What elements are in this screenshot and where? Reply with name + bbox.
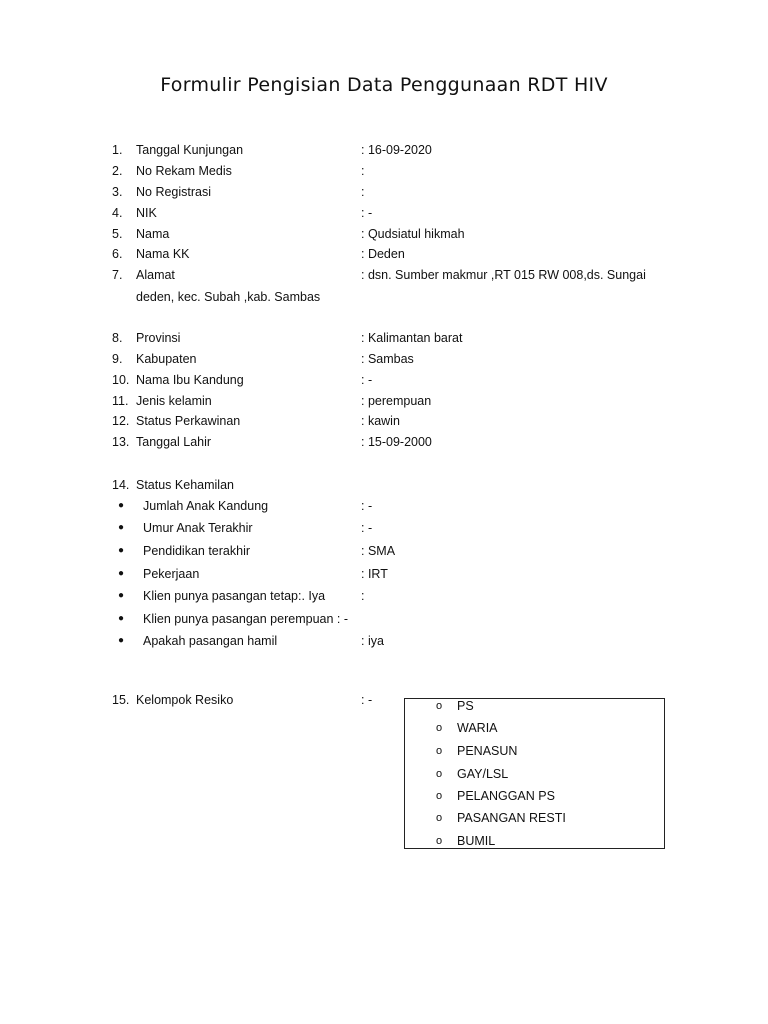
- circle-bullet-icon: o: [436, 745, 443, 757]
- circle-bullet-icon: o: [436, 768, 443, 780]
- circle-bullet-icon: o: [436, 722, 443, 734]
- field-value: : perempuan: [361, 394, 432, 408]
- risk-option-ps: [405, 696, 664, 716]
- risk-option-pasangan-resti: [405, 808, 664, 828]
- pregnancy-item-label: Pekerjaan: [143, 567, 200, 581]
- pregnancy-item-label: Jumlah Anak Kandung: [143, 499, 269, 513]
- field-nama: [0, 224, 768, 244]
- field-label: Nama KK: [136, 247, 190, 261]
- field-value: : 15-09-2000: [361, 435, 432, 449]
- field-nama-ibu-kandung: [0, 370, 768, 390]
- field-number: 15.: [112, 693, 130, 707]
- field-label: NIK: [136, 206, 157, 220]
- field-number: 5.: [112, 227, 123, 241]
- field-number: 2.: [112, 164, 123, 178]
- field-label: Jenis kelamin: [136, 394, 212, 408]
- field-label: Alamat: [136, 268, 175, 282]
- field-number: 8.: [112, 331, 123, 345]
- risk-option-label: PASANGAN RESTI: [457, 811, 566, 825]
- risk-option-label: PELANGGAN PS: [457, 789, 555, 803]
- pregnancy-item-label: Pendidikan terakhir: [143, 544, 251, 558]
- risk-option-gay-lsl: [405, 764, 664, 784]
- pregnancy-item-umur-anak: [0, 518, 768, 538]
- field-number: 12.: [112, 414, 130, 428]
- field-nama-kk: [0, 244, 768, 264]
- pregnancy-item-pasangan-perempuan: [0, 609, 768, 629]
- pregnancy-item-label: Klien punya pasangan tetap:. Iya: [143, 589, 326, 603]
- circle-bullet-icon: o: [436, 835, 443, 847]
- field-tanggal-kunjungan: [0, 140, 768, 160]
- field-tanggal-lahir: [0, 432, 768, 452]
- pregnancy-item-value: : iya: [361, 634, 384, 648]
- pregnancy-item-pendidikan: [0, 541, 768, 561]
- field-provinsi: [0, 328, 768, 348]
- risk-option-label: BUMIL: [457, 834, 496, 848]
- field-label: Status Kehamilan: [136, 478, 234, 492]
- field-value: : Qudsiatul hikmah: [361, 227, 465, 241]
- field-label: Tanggal Lahir: [136, 435, 212, 449]
- field-label: No Rekam Medis: [136, 164, 232, 178]
- field-label: Tanggal Kunjungan: [136, 143, 244, 157]
- field-status-perkawinan: [0, 411, 768, 431]
- field-value: :: [361, 185, 365, 199]
- pregnancy-item-jumlah-anak: [0, 496, 768, 516]
- field-value: : -: [361, 206, 373, 220]
- field-number: 13.: [112, 435, 130, 449]
- circle-bullet-icon: o: [436, 812, 443, 824]
- field-value: : -: [361, 693, 373, 707]
- bullet-icon: ●: [118, 613, 125, 624]
- field-number: 3.: [112, 185, 123, 199]
- pregnancy-item-label: Apakah pasangan hamil: [143, 634, 278, 648]
- field-label: Provinsi: [136, 331, 181, 345]
- bullet-icon: ●: [118, 568, 125, 579]
- field-label: Kabupaten: [136, 352, 197, 366]
- field-number: 4.: [112, 206, 123, 220]
- field-number: 6.: [112, 247, 123, 261]
- bullet-icon: ●: [118, 500, 125, 511]
- risk-option-penasun: [405, 741, 664, 761]
- pregnancy-item-label: Umur Anak Terakhir: [143, 521, 253, 535]
- risk-option-pelanggan-ps: [405, 786, 664, 806]
- risk-option-label: PENASUN: [457, 744, 518, 758]
- field-label: Status Perkawinan: [136, 414, 241, 428]
- pregnancy-item-value: :: [361, 589, 365, 603]
- field-label: Kelompok Resiko: [136, 693, 234, 707]
- field-value: : -: [361, 373, 373, 387]
- pregnancy-item-label: Klien punya pasangan perempuan : -: [143, 612, 349, 626]
- field-number: 10.: [112, 373, 130, 387]
- bullet-icon: ●: [118, 635, 125, 646]
- field-value: : Sambas: [361, 352, 414, 366]
- field-no-registrasi: [0, 182, 768, 202]
- circle-bullet-icon: o: [436, 790, 443, 802]
- field-number: 11.: [112, 394, 129, 408]
- field-number: 9.: [112, 352, 123, 366]
- pregnancy-item-value: : -: [361, 521, 373, 535]
- field-label: Nama: [136, 227, 170, 241]
- pregnancy-item-value: : SMA: [361, 544, 396, 558]
- field-nik: [0, 203, 768, 223]
- field-value: : kawin: [361, 414, 400, 428]
- field-alamat-continuation: [0, 287, 768, 307]
- risk-option-bumil: [405, 831, 664, 851]
- field-no-rekam-medis: [0, 161, 768, 181]
- field-value: : Deden: [361, 247, 405, 261]
- field-kabupaten: [0, 349, 768, 369]
- pregnancy-item-value: : -: [361, 499, 373, 513]
- bullet-icon: ●: [118, 545, 125, 556]
- field-label: No Registrasi: [136, 185, 212, 199]
- page-title: Formulir Pengisian Data Penggunaan RDT HIV: [160, 74, 608, 96]
- field-value: :: [361, 164, 365, 178]
- pregnancy-item-pekerjaan: [0, 564, 768, 584]
- field-number: 1.: [112, 143, 123, 157]
- risk-option-label: WARIA: [457, 721, 498, 735]
- field-jenis-kelamin: [0, 391, 768, 411]
- risk-option-label: PS: [457, 699, 474, 713]
- field-number: 7.: [112, 268, 123, 282]
- field-value: : 16-09-2020: [361, 143, 432, 157]
- field-value: : Kalimantan barat: [361, 331, 463, 345]
- risk-options-box: [404, 698, 665, 849]
- pregnancy-item-pasangan-hamil: [0, 631, 768, 651]
- field-status-kehamilan: [0, 475, 768, 495]
- field-value-continuation: deden, kec. Subah ,kab. Sambas: [136, 290, 321, 304]
- pregnancy-item-value: : IRT: [361, 567, 388, 581]
- field-value: : dsn. Sumber makmur ,RT 015 RW 008,ds. Sungai: [361, 268, 646, 282]
- risk-option-waria: [405, 718, 664, 738]
- pregnancy-item-pasangan-tetap: [0, 586, 768, 606]
- bullet-icon: ●: [118, 522, 125, 533]
- field-number: 14.: [112, 478, 130, 492]
- field-label: Nama Ibu Kandung: [136, 373, 244, 387]
- circle-bullet-icon: o: [436, 700, 443, 712]
- risk-option-label: GAY/LSL: [457, 767, 509, 781]
- bullet-icon: ●: [118, 590, 125, 601]
- field-alamat: [0, 265, 768, 285]
